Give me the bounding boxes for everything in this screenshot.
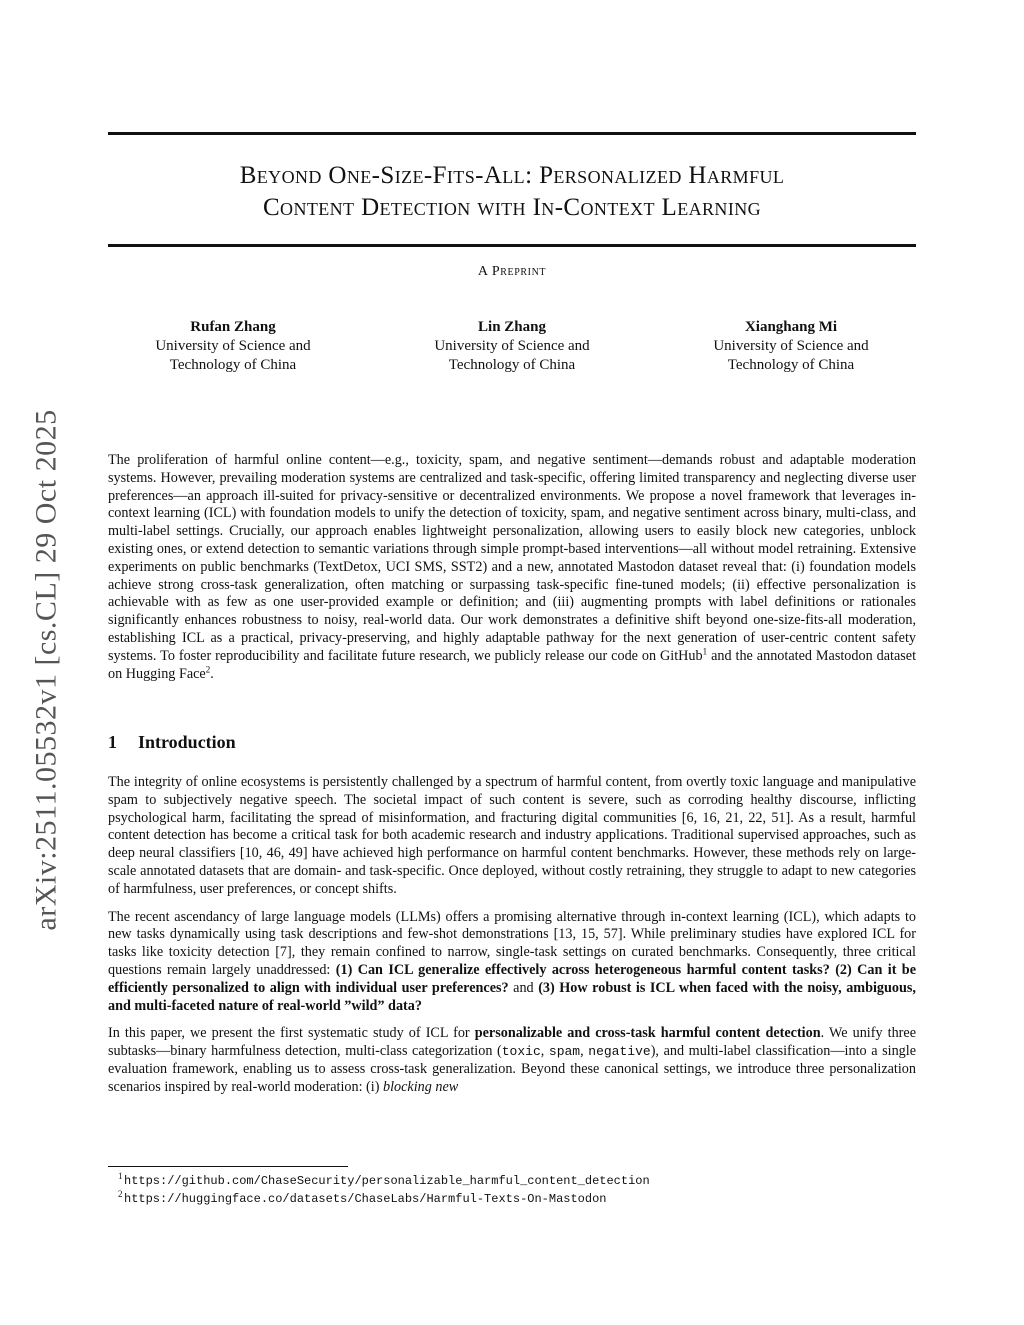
footnotes bbox=[118, 1171, 904, 1208]
paragraph bbox=[108, 1025, 916, 1096]
code-label: negative bbox=[588, 1044, 651, 1060]
research-question-3: (3) How robust is ICL when faced with the noisy, ambiguous, and multi-faceted nature of real-world ”wild” data? bbox=[108, 979, 916, 1014]
author-affiliation: University of Science and bbox=[713, 338, 869, 354]
footnote-ref[interactable]: 1 bbox=[702, 646, 708, 657]
code-label: spam bbox=[548, 1044, 581, 1060]
footnote: 2 https://huggingface.co/datasets/ChaseLabs/Harmful-Texts-On-Mastodon bbox=[118, 1189, 607, 1206]
abstract-text: . bbox=[210, 665, 214, 682]
title-top-rule bbox=[108, 132, 916, 135]
author-affiliation: Technology of China bbox=[169, 357, 297, 373]
arxiv-identifier: arXiv:2511.05532v1 [cs.CL] 29 Oct 2025 bbox=[30, 409, 63, 931]
abstract bbox=[108, 452, 916, 683]
paper-title bbox=[108, 160, 916, 224]
title-bottom-rule bbox=[108, 244, 916, 247]
author-block bbox=[666, 318, 916, 375]
footnote-ref[interactable]: 2 bbox=[205, 663, 211, 674]
author-affiliation: Technology of China bbox=[727, 357, 855, 373]
paragraph-text: and bbox=[508, 979, 539, 996]
preprint-label: A Preprint bbox=[477, 264, 547, 279]
author-block bbox=[108, 318, 358, 375]
paragraph-text: In this paper, we present the first systematic study of ICL for bbox=[108, 1025, 475, 1042]
author-affiliation: Technology of China bbox=[448, 357, 576, 373]
paragraph-text: The recent ascendancy of large language models (LLMs) offers a promising alternative through in-context learning (ICL), which adapts to new tasks dynamically using task descriptions and few-shot demonstrations [13, 15, 57]. While preliminary studies have explored ICL for tasks like toxicity detection [7], they remain confined to narrow, single-task settings on curated benchmarks. Consequently, three critical questions remain largely unaddressed: bbox=[108, 908, 916, 978]
footnote-link[interactable]: https://github.com/ChaseSecurity/personalizable_harmful_content_detection bbox=[124, 1174, 650, 1188]
footnote: 1 https://github.com/ChaseSecurity/personalizable_harmful_content_detection bbox=[118, 1171, 650, 1188]
paragraph bbox=[108, 909, 916, 1016]
author-name: Lin Zhang bbox=[478, 319, 546, 335]
paragraph: The integrity of online ecosystems is persistently challenged by a spectrum of harmful content, from overtly toxic language and manipulative spam to subjectively negative speech. The societal impact of such content is severe, such as corroding healthy discourse, inflicting psychological harm, facilitating the spread of misinformation, and fracturing digital communities [6, 16, 21, 22, 51]. As a result, harmful content detection has become a critical task for both academic research and industry applications. Traditional supervised approaches, such as deep neural classifiers [10, 46, 49] have achieved high performance on harmful content benchmarks. However, these methods rely on large-scale annotated datasets that are domain- and task-specific. Once deployed, without costly retraining, they struggle to adapt to new categories of harmfulness, user preferences, or concept shifts. bbox=[108, 774, 916, 897]
title-line-2: Content Detection with In-Context Learning bbox=[262, 194, 762, 221]
paragraph-text: ), and multi-label classification—into a single evaluation framework, enabling us to assess cross-task generalization. Beyond these canonical settings, we introduce three personalization scenarios inspired by real-world moderation: (i) bbox=[108, 1043, 917, 1095]
author-affiliation: University of Science and bbox=[155, 338, 311, 354]
separator: , bbox=[580, 1043, 589, 1060]
abstract-text: The proliferation of harmful online content—e.g., toxicity, spam, and negative sentiment—demands robust and adaptable moderation systems. However, prevailing moderation systems are centralized and task-specific, offering limited transparency and neglecting diverse user preferences—an approach ill-suited for privacy-sensitive or decentralized environments. We propose a novel framework that leverages in-context learning (ICL) with foundation models to unify the detection of toxicity, spam, and negative sentiment across binary, multi-class, and multi-label settings. Crucially, our approach enables lightweight personalization, allowing users to easily block new categories, unblock existing ones, or extend detection to semantic variations through simple prompt-based interventions—all without model retraining. Extensive experiments on public benchmarks (TextDetox, UCI SMS, SST2) and a new, annotated Mastodon dataset reveal that: (i) foundation models achieve strong cross-task generalization, often matching or surpassing task-specific fine-tuned models; (ii) effective personalization is achievable with as few as one user-provided example or definition; and (iii) augmenting prompts with label definitions or rationales significantly enhances robustness to noisy, real-world data. Our work demonstrates a definitive shift beyond one-size-fits-all moderation, establishing ICL as a practical, privacy-preserving, and highly adaptable pathway for the next generation of user-centric content safety systems. To foster reproducibility and facilitate future research, we publicly release our code on GitHub bbox=[108, 452, 916, 664]
italic-text: blocking new bbox=[383, 1078, 459, 1095]
section-heading bbox=[108, 732, 916, 753]
author-name: Rufan Zhang bbox=[190, 319, 276, 335]
author-block bbox=[387, 318, 637, 375]
section-number: 1 bbox=[108, 732, 117, 752]
author-affiliation: University of Science and bbox=[434, 338, 590, 354]
footnote-link[interactable]: https://huggingface.co/datasets/ChaseLabs/Harmful-Texts-On-Mastodon bbox=[124, 1192, 607, 1206]
separator: , bbox=[540, 1043, 549, 1060]
author-list bbox=[108, 318, 916, 375]
code-label: toxic bbox=[501, 1044, 541, 1060]
emphasis-text: personalizable and cross-task harmful content detection bbox=[474, 1025, 821, 1042]
abstract-text: and the annotated Mastodon dataset on Hugging Face bbox=[108, 647, 917, 682]
introduction-body bbox=[108, 774, 916, 1107]
paragraph-text: . We unify three subtasks—binary harmfulness detection, multi-class categorization ( bbox=[108, 1025, 916, 1060]
footnote-divider bbox=[108, 1166, 348, 1167]
section-title: Introduction bbox=[138, 732, 236, 752]
title-line-1: Beyond One-Size-Fits-All: Personalized Harmful bbox=[239, 162, 785, 189]
arxiv-sidebar-stamp bbox=[22, 380, 72, 960]
author-name: Xianghang Mi bbox=[744, 319, 838, 335]
research-questions-1-2: (1) Can ICL generalize effectively across heterogeneous harmful content tasks? (2) Can it be efficiently personalized to align with individual user preferences? bbox=[108, 961, 916, 996]
